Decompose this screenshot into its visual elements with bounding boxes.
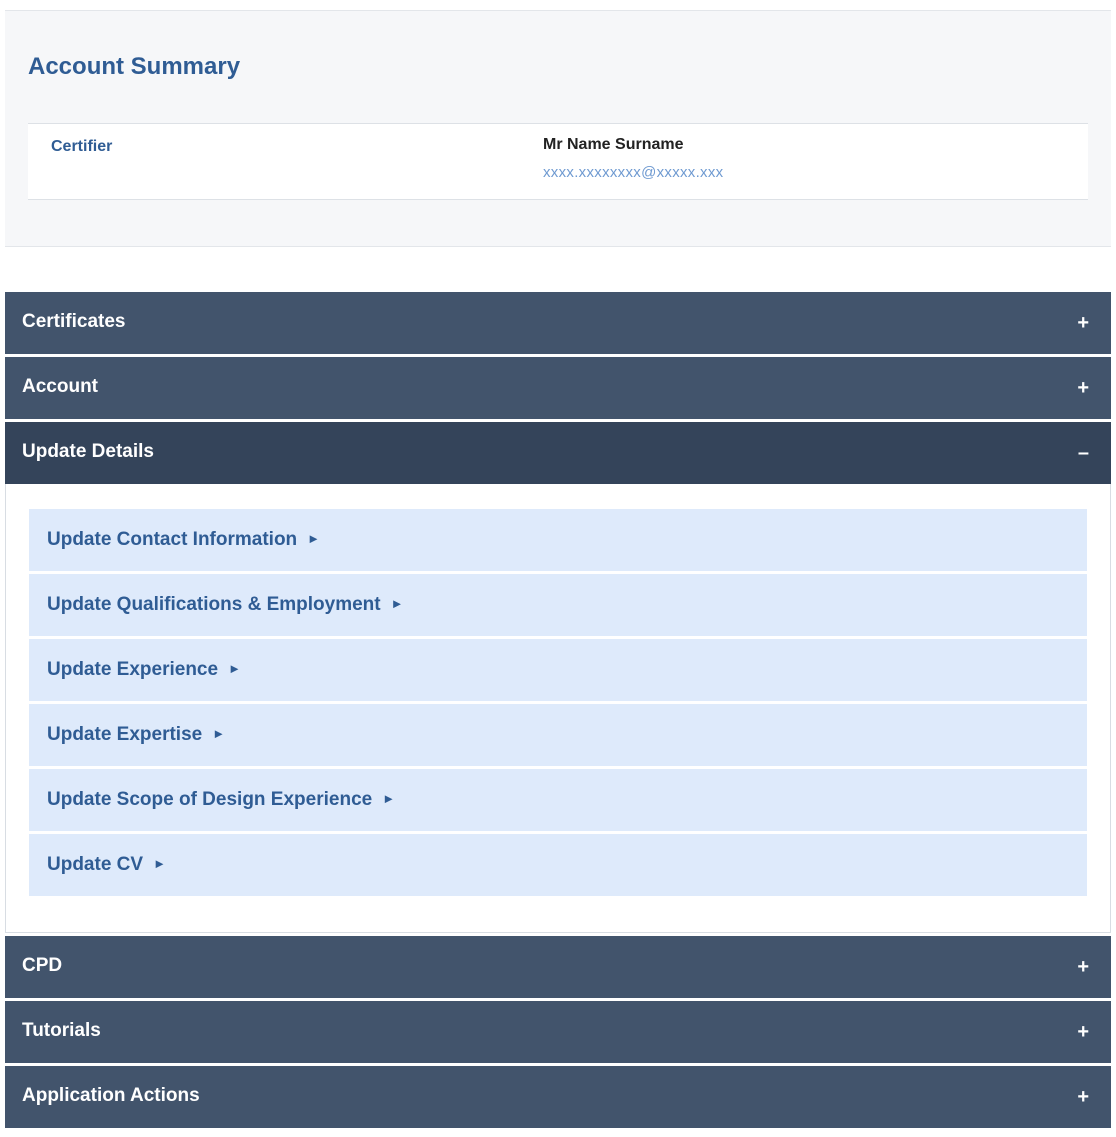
update-cv-link[interactable] <box>29 834 1087 896</box>
accordion-title: Update Details <box>22 441 154 462</box>
update-contact-information-link[interactable] <box>29 509 1087 571</box>
accordion-header-update-details[interactable] <box>5 422 1111 484</box>
person-email-link[interactable]: xxxx.xxxxxxxx@xxxxx.xxx <box>543 164 724 181</box>
account-summary-panel <box>5 10 1111 247</box>
sub-item-text: Update Qualifications & Employment <box>47 594 381 615</box>
triangle-right-icon: ► <box>307 531 321 546</box>
triangle-right-icon: ► <box>390 596 404 611</box>
person-name: Mr Name Surname <box>543 136 684 153</box>
update-experience-link[interactable] <box>29 639 1087 701</box>
plus-icon: + <box>1077 377 1089 399</box>
triangle-right-icon: ► <box>212 726 226 741</box>
account-summary-title: Account Summary <box>28 53 241 80</box>
accordion-header-certificates[interactable] <box>5 292 1111 354</box>
role-label: Certifier <box>51 138 113 155</box>
sub-item-text: Update Scope of Design Experience <box>47 789 373 810</box>
update-scope-of-design-experience-link[interactable] <box>29 769 1087 831</box>
accordion-header-application-actions[interactable] <box>5 1066 1111 1128</box>
sub-item-text: Update Experience <box>47 659 219 680</box>
sub-item-text: Update CV <box>47 854 144 875</box>
sub-item-label <box>47 788 395 811</box>
accordion-title: Account <box>22 376 98 397</box>
sub-item-label <box>47 853 166 876</box>
dashboard-accordion <box>5 292 1111 1131</box>
certifier-card <box>28 123 1088 200</box>
sub-item-text: Update Expertise <box>47 724 203 745</box>
plus-icon: + <box>1077 312 1089 334</box>
triangle-right-icon: ► <box>228 661 241 676</box>
accordion-header-account[interactable] <box>5 357 1111 419</box>
sub-item-text: Update Contact Information <box>47 529 298 550</box>
sub-item-label <box>47 658 241 681</box>
triangle-right-icon: ► <box>153 856 166 871</box>
accordion-title: CPD <box>22 955 63 976</box>
accordion-title: Tutorials <box>22 1020 101 1041</box>
update-qualifications-employment-link[interactable] <box>29 574 1087 636</box>
accordion-title: Application Actions <box>22 1085 200 1106</box>
accordion-header-cpd[interactable] <box>5 936 1111 998</box>
accordion-header-tutorials[interactable] <box>5 1001 1111 1063</box>
sub-item-label <box>47 528 320 551</box>
sub-item-label <box>47 593 403 616</box>
minus-icon: – <box>1077 442 1089 464</box>
accordion-title: Certificates <box>22 311 126 332</box>
plus-icon: + <box>1077 956 1089 978</box>
update-expertise-link[interactable] <box>29 704 1087 766</box>
update-details-panel <box>5 484 1111 933</box>
triangle-right-icon: ► <box>382 791 396 806</box>
plus-icon: + <box>1077 1086 1089 1108</box>
sub-item-label <box>47 723 225 746</box>
plus-icon: + <box>1077 1021 1089 1043</box>
